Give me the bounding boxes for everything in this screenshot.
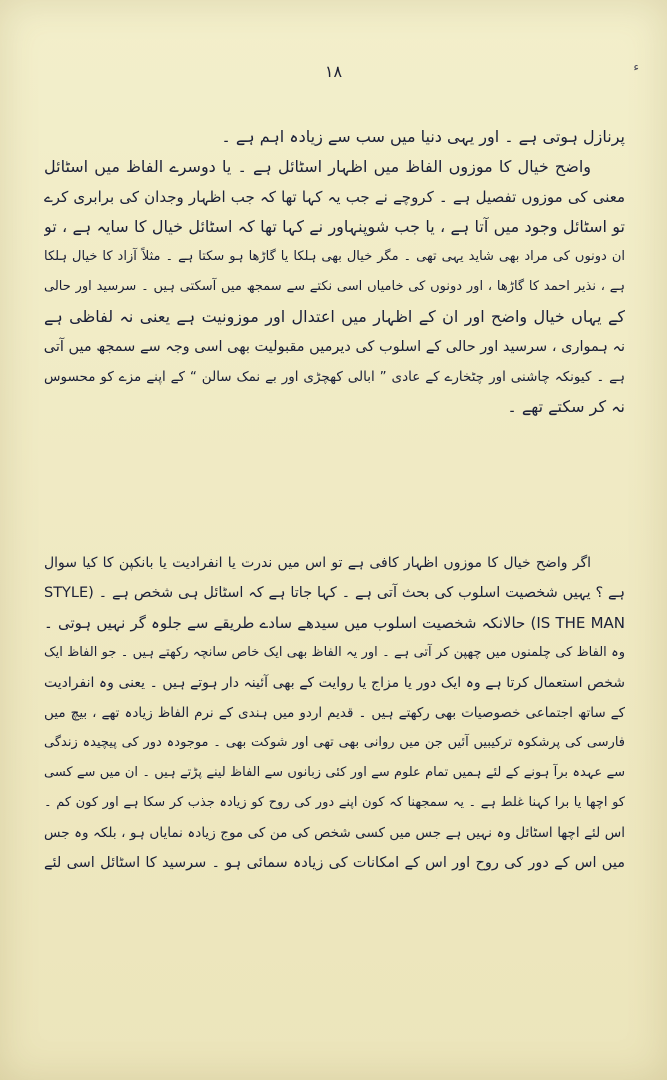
text-line: نہ ہمواری ، سرسید اور حالی کے اسلوب کی دیرمیں مقبولیت بھی اسی وجہ سے سمجھ میں آتی [44, 339, 625, 355]
text-line: تو اسٹائل وجود میں آتا ہے ، یا جب شوپنہاور نے کہا تھا کہ اسٹائل خیال کا سایہ ہے ، تو [44, 217, 625, 236]
text-line: پرنازل ہوتی ہے ۔ اور یہی دنیا میں سب سے زیادہ اہم ہے ۔ [221, 127, 625, 146]
paragraph-1 [44, 122, 625, 422]
text-line: شخص استعمال کرتا ہے وہ ایک دور یا مزاج یا روایت کے بھی آئینہ دار ہوتے ہیں ۔ یعنی وہ انفرادیت [44, 675, 625, 691]
text-line: اگر واضح خیال کا موزوں اظہار کافی ہے تو اس میں ندرت یا انفرادیت یا بانکپن کا کیا سوال [44, 555, 591, 571]
text-line: کے یہاں خیال واضح اور ان کے اظہار میں اعتدال اور موزونیت ہے یعنی نہ لفاظی ہے [44, 307, 625, 326]
text-line: IS THE MAN) حالانکہ شخصیت اسلوب میں سیدھے سادے طریقے سے جلوہ گر نہیں ہوتی ۔ [44, 614, 625, 632]
text-line: ان دونوں کی مراد بھی شاید یہی تھی ۔ مگر خیال بھی ہلکا یا گاڑھا ہو سکتا ہے ۔ مثلاً آزاد کا خیال ہلکا [44, 249, 625, 264]
text-line: معنی کی موزوں تفصیل ہے ۔ کروچے نے جب یہ کہا تھا کہ جب اظہار وجدان کی برابری کرے [44, 188, 625, 206]
text-line: کو اچھا یا برا کہنا غلط ہے ۔ یہ سمجھنا کہ کون اپنے دور کی روح کو زیادہ جذب کر سکا ہے اور کون کم ۔ [44, 795, 625, 810]
text-line: اس لئے اچھا اسٹائل وہ نہیں ہے جس میں کسی شخص کی من کی موج زیادہ نمایاں ہو ، بلکہ وہ جس [44, 825, 625, 841]
text-line: سے عہدہ برآ ہونے کے لئے ہمیں تمام علوم سے اور کئی زبانوں سے الفاظ لینے پڑتے ہیں ۔ ان میں سے کسی [44, 765, 625, 780]
text-line: وہ الفاظ کی چلمنوں میں چھپن کر آتی ہے ۔ اور یہ الفاظ بھی ایک خاص سانچہ رکھتے ہیں ۔ جو الفاظ ایک [44, 645, 625, 660]
text-line: کے ساتھ اجتماعی خصوصیات بھی رکھتے ہیں ۔ قدیم اردو میں ہندی کے نرم الفاظ زیادہ تھے ، بیچ میں [44, 705, 625, 721]
text-line: نہ کر سکتے تھے ۔ [507, 397, 625, 416]
text-line: ہے ، نذیر احمد کا گاڑھا ، اور دونوں کی خامیاں اسی نکتے سے سمجھ میں آسکتی ہیں ۔ سرسید اور حالی [44, 279, 625, 294]
paragraph-2 [44, 548, 625, 878]
text-line: ہے ۔ کیونکہ چاشنی اور چٹخارے کے عادی ” ابالی کھچڑی اور بے نمک سالن “ کے اپنے مزے کو محسوس [44, 369, 625, 385]
text-line: فارسی کی پرشکوہ ترکیبیں آئیں جن میں روانی بھی تھی اور شوکت بھی ۔ موجودہ دور کی پیچیدہ زندگی [44, 735, 625, 750]
text-line: واضح خیال کا موزوں الفاظ میں اظہار اسٹائل ہے ۔ یا دوسرے الفاظ میں اسٹائل [44, 157, 591, 176]
corner-mark: ء [633, 60, 639, 74]
text-line: میں اس کے دور کی روح اور اس کے امکانات کی زیادہ سمائی ہو ۔ سرسید کا اسٹائل اسی لئے [44, 855, 625, 871]
text-line: ہے ؟ یہیں شخصیت اسلوب کی بحث آتی ہے ۔ کہا جاتا ہے کہ اسٹائل ہی شخص ہے ۔ (STYLE [44, 585, 625, 601]
page-number: ۱۸ [324, 62, 343, 81]
